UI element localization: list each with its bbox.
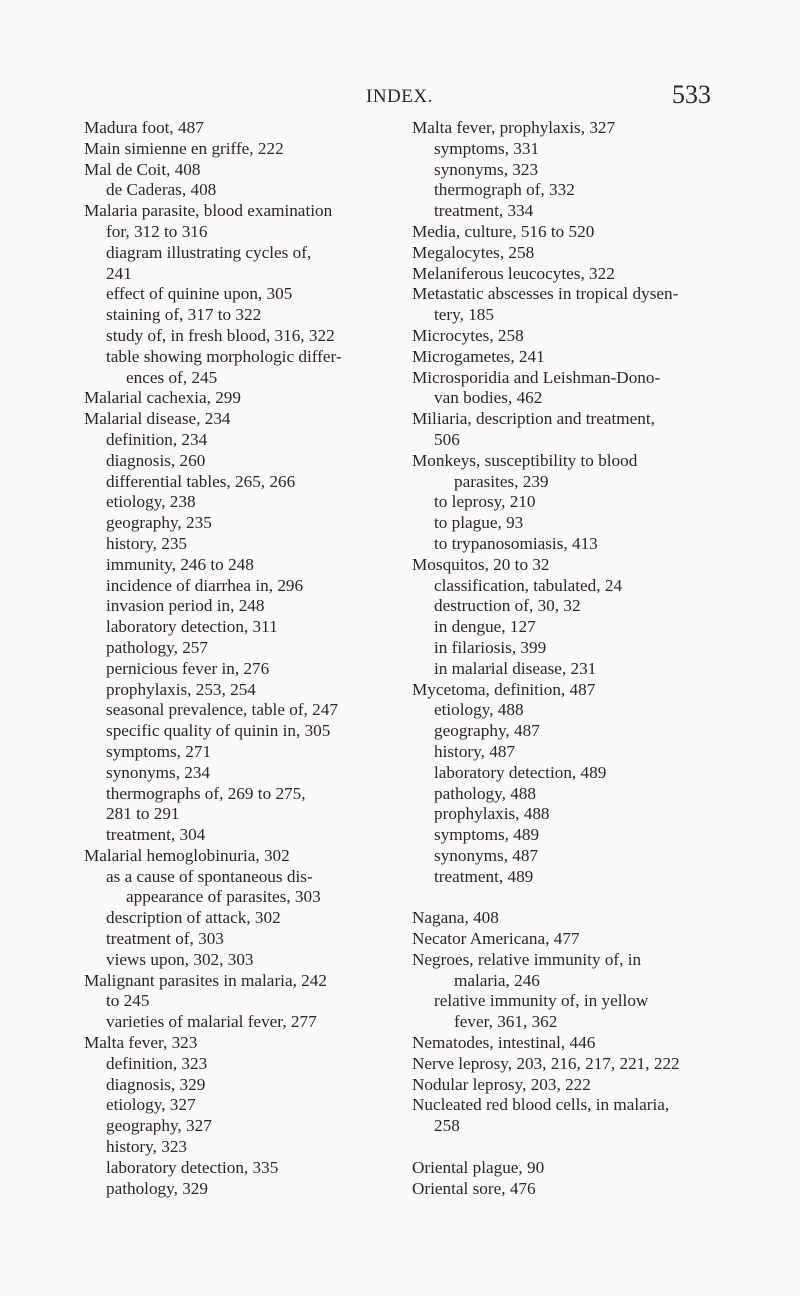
index-entry: Mal de Coit, 408 <box>84 159 201 179</box>
index-entry: classification, tabulated, 24 <box>434 575 623 595</box>
index-entry: Melaniferous leucocytes, 322 <box>412 263 615 283</box>
index-entry: immunity, 246 to 248 <box>106 554 254 574</box>
index-entry: fever, 361, 362 <box>454 1012 558 1032</box>
index-entry: definition, 323 <box>106 1053 208 1073</box>
index-entry: diagram illustrating cycles of, <box>106 242 312 262</box>
index-entry: symptoms, 331 <box>434 138 540 158</box>
index-entry: laboratory detection, 335 <box>106 1157 279 1177</box>
index-entry: Miliaria, description and treatment, <box>412 409 655 429</box>
index-entry: Malarial cachexia, 299 <box>84 388 241 408</box>
index-entry: Microsporidia and Leishman-Dono- <box>412 367 661 387</box>
index-entry: pathology, 257 <box>106 637 208 657</box>
index-entry: Megalocytes, 258 <box>412 242 535 262</box>
index-entry: 241 <box>106 263 132 283</box>
index-entry: Metastatic abscesses in tropical dysen- <box>412 284 679 304</box>
index-entry: appearance of parasites, 303 <box>126 887 321 907</box>
index-entry: Malarial hemoglobinuria, 302 <box>84 845 290 865</box>
index-entry: differential tables, 265, 266 <box>106 471 296 491</box>
index-entry: Nematodes, intestinal, 446 <box>412 1033 596 1053</box>
index-entry: Nodular leprosy, 203, 222 <box>412 1074 591 1094</box>
index-entry: in malarial disease, 231 <box>434 658 597 678</box>
index-entry: Malarial disease, 234 <box>84 409 231 429</box>
index-entry: staining of, 317 to 322 <box>106 305 262 325</box>
index-entry: thermographs of, 269 to 275, <box>106 783 306 803</box>
index-entry: diagnosis, 260 <box>106 450 206 470</box>
index-entry: for, 312 to 316 <box>106 221 208 241</box>
index-entry: study of, in fresh blood, 316, 322 <box>106 325 335 345</box>
index-entry: description of attack, 302 <box>106 908 281 928</box>
index-entry: as a cause of spontaneous dis- <box>106 866 313 886</box>
index-entry: pernicious fever in, 276 <box>106 658 270 678</box>
index-entry: prophylaxis, 488 <box>434 804 550 824</box>
index-entry: relative immunity of, in yellow <box>434 991 649 1011</box>
index-entry: laboratory detection, 311 <box>106 617 278 637</box>
index-entry: varieties of malarial fever, 277 <box>106 1012 317 1032</box>
index-entry: synonyms, 323 <box>434 159 539 179</box>
index-entry: de Caderas, 408 <box>106 180 217 200</box>
index-entry: 258 <box>434 1116 460 1136</box>
index-entry: etiology, 238 <box>106 492 196 512</box>
index-entry: etiology, 327 <box>106 1095 196 1115</box>
index-entry: invasion period in, 248 <box>106 596 265 616</box>
index-entry: in dengue, 127 <box>434 617 536 637</box>
index-entry: Oriental plague, 90 <box>412 1157 545 1177</box>
index-entry: tery, 185 <box>434 305 494 325</box>
index-entry: malaria, 246 <box>454 970 540 990</box>
index-entry: Media, culture, 516 to 520 <box>412 221 595 241</box>
index-entry: Monkeys, susceptibility to blood <box>412 450 638 470</box>
index-entry: laboratory detection, 489 <box>434 762 607 782</box>
index-entry: van bodies, 462 <box>434 388 543 408</box>
index-entry: geography, 235 <box>106 513 212 533</box>
index-entry: seasonal prevalence, table of, 247 <box>106 700 338 720</box>
index-entry: synonyms, 487 <box>434 845 539 865</box>
index-entry: Necator Americana, 477 <box>412 929 580 949</box>
index-entry: Malta fever, 323 <box>84 1033 198 1053</box>
index-entry: pathology, 329 <box>106 1178 208 1198</box>
index-entry: 506 <box>434 429 460 449</box>
index-entry: table showing morphologic differ- <box>106 346 342 366</box>
index-entry: geography, 327 <box>106 1116 212 1136</box>
index-entry: specific quality of quinin in, 305 <box>106 721 331 741</box>
index-entry: history, 487 <box>434 741 516 761</box>
running-head <box>0 80 800 112</box>
index-entry: treatment, 304 <box>106 825 206 845</box>
index-entry: etiology, 488 <box>434 700 524 720</box>
index-entry: Main simienne en griffe, 222 <box>84 138 284 158</box>
index-entry: parasites, 239 <box>454 471 549 491</box>
index-entry: treatment, 489 <box>434 866 534 886</box>
index-entry: symptoms, 489 <box>434 825 540 845</box>
index-entry: history, 235 <box>106 533 188 553</box>
index-entry: to plague, 93 <box>434 513 524 533</box>
index-entry: 281 to 291 <box>106 804 180 824</box>
index-entry: Microcytes, 258 <box>412 325 524 345</box>
index-entry: incidence of diarrhea in, 296 <box>106 575 304 595</box>
running-title: INDEX. <box>366 86 433 107</box>
index-entry: Malta fever, prophylaxis, 327 <box>412 118 616 137</box>
index-entry: pathology, 488 <box>434 783 536 803</box>
index-entry: Negroes, relative immunity of, in <box>412 949 642 969</box>
index-column-left <box>84 118 404 1199</box>
index-entry: symptoms, 271 <box>106 741 212 761</box>
index-entry: diagnosis, 329 <box>106 1074 206 1094</box>
index-entry: Malignant parasites in malaria, 242 <box>84 970 327 990</box>
index-entry: prophylaxis, 253, 254 <box>106 679 256 699</box>
index-entry: history, 323 <box>106 1137 188 1157</box>
index-entry: to trypanosomiasis, 413 <box>434 533 598 553</box>
index-entry: ences of, 245 <box>126 367 218 387</box>
index-entry: Microgametes, 241 <box>412 346 545 366</box>
index-entry: destruction of, 30, 32 <box>434 596 581 616</box>
index-entry: in filariosis, 399 <box>434 637 547 657</box>
index-entry: Madura foot, 487 <box>84 118 204 137</box>
index-entry: to 245 <box>106 991 150 1011</box>
index-entry: Nucleated red blood cells, in malaria, <box>412 1095 670 1115</box>
index-entry: geography, 487 <box>434 721 540 741</box>
index-entry: Mosquitos, 20 to 32 <box>412 554 550 574</box>
page-number: 533 <box>672 80 711 109</box>
index-entry: Nerve leprosy, 203, 216, 217, 221, 222 <box>412 1053 680 1073</box>
index-entry: Nagana, 408 <box>412 908 499 928</box>
index-entry: definition, 234 <box>106 429 208 449</box>
index-column-right <box>412 118 732 1199</box>
index-entry: Malaria parasite, blood examination <box>84 201 333 221</box>
index-entry: effect of quinine upon, 305 <box>106 284 293 304</box>
index-entry: views upon, 302, 303 <box>106 949 254 969</box>
index-entry: Oriental sore, 476 <box>412 1178 536 1198</box>
index-entry: to leprosy, 210 <box>434 492 536 512</box>
index-entry: synonyms, 234 <box>106 762 211 782</box>
index-entry: treatment, 334 <box>434 201 534 221</box>
index-entry: thermograph of, 332 <box>434 180 575 200</box>
index-entry: Mycetoma, definition, 487 <box>412 679 596 699</box>
index-entry: treatment of, 303 <box>106 929 224 949</box>
